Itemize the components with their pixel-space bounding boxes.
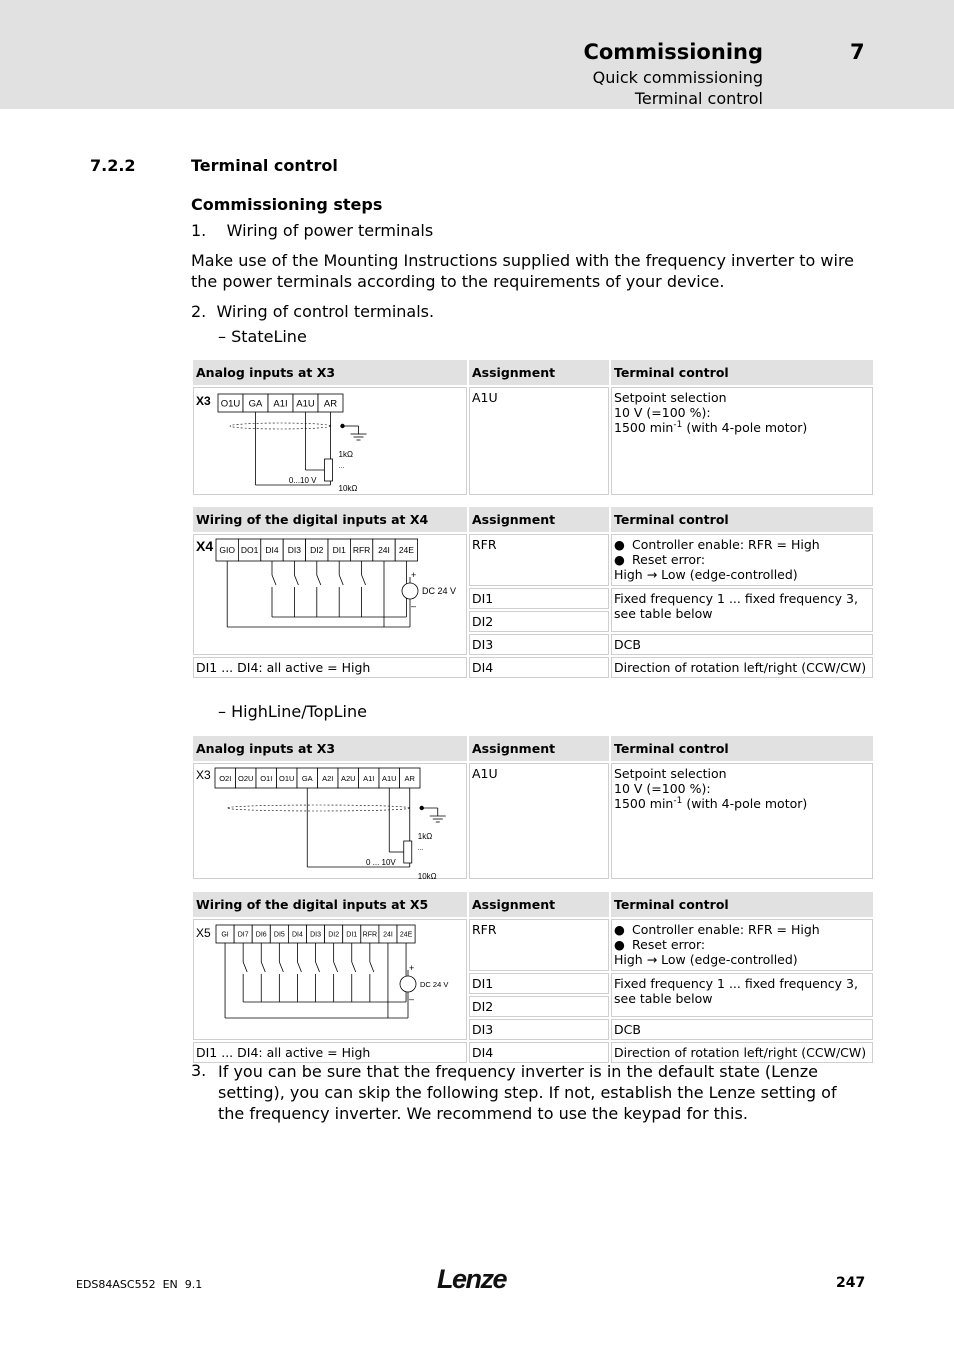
step-2: 2. Wiring of control terminals. bbox=[191, 302, 435, 321]
terminal-label: O1U bbox=[220, 398, 241, 410]
terminal-label: 24I bbox=[378, 545, 390, 556]
terminal-label: DI1 bbox=[332, 545, 346, 556]
cable-shield bbox=[230, 423, 331, 429]
terminal-label: DI3 bbox=[310, 931, 322, 939]
connector-label: X3 bbox=[196, 394, 211, 408]
control-line bbox=[614, 420, 870, 435]
terminal-control-cell: ● Controller enable: RFR = High ● Reset error: High → Low (edge-controlled) bbox=[611, 919, 873, 971]
switch bbox=[317, 575, 321, 585]
step-1: 1. Wiring of power terminals bbox=[191, 221, 434, 240]
table-row bbox=[193, 534, 873, 586]
cable-shield bbox=[227, 805, 410, 811]
terminal-label: DI6 bbox=[255, 931, 267, 939]
switch bbox=[352, 962, 356, 972]
assignment-cell: RFR bbox=[469, 919, 609, 971]
terminal-control-cell: DCB bbox=[611, 634, 873, 655]
page-header bbox=[0, 0, 954, 109]
terminal-label: RFR bbox=[352, 545, 371, 556]
switch bbox=[279, 962, 283, 972]
highline-digital-table bbox=[191, 890, 875, 1065]
logo-text: Lenze bbox=[437, 1264, 507, 1294]
table-row bbox=[193, 1042, 873, 1063]
table-row bbox=[193, 657, 873, 678]
switch bbox=[243, 962, 247, 972]
table-header: Assignment bbox=[469, 360, 609, 385]
assignment-cell: DI1 bbox=[469, 588, 609, 609]
highline-analog-table bbox=[191, 734, 875, 881]
switch bbox=[334, 962, 338, 972]
highline-x5-diagram-cell bbox=[193, 919, 467, 1040]
terminal-control-cell: Direction of rotation left/right (CCW/CW) bbox=[611, 1042, 873, 1063]
switch bbox=[261, 962, 265, 972]
assignment-cell: DI1 bbox=[469, 973, 609, 994]
chapter-title: Commissioning bbox=[583, 40, 763, 64]
subheading: Commissioning steps bbox=[191, 195, 383, 214]
page-number: 247 bbox=[836, 1275, 866, 1291]
assignment-cell: A1U bbox=[469, 763, 609, 879]
section-number: 7.2.2 bbox=[90, 156, 136, 175]
switch bbox=[297, 962, 301, 972]
switch bbox=[362, 575, 366, 585]
terminal-control-cell bbox=[611, 763, 873, 879]
terminal-label: A2U bbox=[340, 773, 356, 783]
assignment-cell: DI3 bbox=[469, 634, 609, 655]
voltage-range: 0...10 V bbox=[288, 476, 317, 485]
terminal-label: GA bbox=[301, 773, 313, 783]
table-header: Assignment bbox=[469, 736, 609, 761]
terminal-control-cell: ● Controller enable: RFR = High ● Reset error: High → Low (edge-controlled) bbox=[611, 534, 873, 586]
terminal-label: DI7 bbox=[237, 931, 249, 939]
footnote-cell: DI1 ... DI4: all active = High bbox=[193, 657, 467, 678]
speed-note: (with 4-pole motor) bbox=[682, 420, 808, 436]
control-line: High → Low (edge-controlled) bbox=[614, 567, 798, 582]
terminal-label: AR bbox=[323, 398, 338, 410]
resistor-separator: ... bbox=[338, 463, 345, 470]
control-line: Setpoint selection bbox=[614, 390, 727, 405]
speed-exponent: -1 bbox=[673, 796, 683, 806]
resistor-separator: ... bbox=[417, 845, 424, 852]
minus-sign: – bbox=[411, 601, 417, 611]
terminal-label: O1I bbox=[260, 773, 273, 783]
switch bbox=[339, 575, 343, 585]
terminal-control-cell: Direction of rotation left/right (CCW/CW) bbox=[611, 657, 873, 678]
control-line: High → Low (edge-controlled) bbox=[614, 952, 798, 967]
terminal-label: O2U bbox=[238, 773, 254, 783]
terminal-label: A1U bbox=[296, 398, 315, 410]
terminal-label: DI1 bbox=[346, 931, 358, 939]
terminal-label: O2I bbox=[219, 773, 232, 783]
table-header: Analog inputs at X3 bbox=[193, 360, 467, 385]
minus-sign: – bbox=[409, 994, 415, 1004]
terminal-label: DI2 bbox=[328, 931, 340, 939]
speed-value: 1500 min bbox=[614, 420, 674, 436]
stateline-digital-table bbox=[191, 505, 875, 680]
speed-note: (with 4-pole motor) bbox=[682, 796, 808, 812]
highline-x3-diagram-cell bbox=[193, 763, 467, 879]
paragraph-1: Make use of the Mounting Instructions supplied with the frequency inverter to wire the power terminals according to the requirements of your device. bbox=[191, 251, 855, 291]
document-id: EDS84ASC552 EN 9.1 bbox=[76, 1278, 203, 1291]
table-header: Terminal control bbox=[611, 507, 873, 532]
potentiometer bbox=[404, 841, 412, 863]
table-header: Wiring of the digital inputs at X5 bbox=[193, 892, 467, 917]
stateline-x4-wiring-diagram bbox=[194, 535, 462, 647]
stateline-x4-diagram-cell bbox=[193, 534, 467, 655]
resistor-value: 1kΩ bbox=[338, 450, 353, 459]
terminal-label: DI3 bbox=[287, 545, 302, 556]
step-3-text: If you can be sure that the frequency inverter is in the default state (Lenze setting), you can skip the following step. If not, establish the Lenze setting of the frequency inverter. We recommend to use the keypad for this. bbox=[218, 1062, 837, 1123]
terminal-label: DI4 bbox=[265, 545, 279, 556]
plus-sign: + bbox=[409, 963, 415, 973]
terminal-label: 24I bbox=[383, 931, 393, 939]
terminal-label: 24E bbox=[398, 545, 414, 556]
table-header: Analog inputs at X3 bbox=[193, 736, 467, 761]
table-header: Terminal control bbox=[611, 736, 873, 761]
speed-exponent: -1 bbox=[673, 420, 683, 430]
switch bbox=[316, 962, 320, 972]
bullet-text: Controller enable: RFR = High bbox=[632, 537, 820, 552]
header-subtitle-1: Quick commissioning bbox=[592, 68, 763, 87]
stateline-analog-table bbox=[191, 358, 875, 497]
terminal-label: A1U bbox=[381, 773, 397, 783]
terminal-control-cell: Fixed frequency 1 ... fixed frequency 3, see table below bbox=[611, 588, 873, 632]
switch bbox=[294, 575, 298, 585]
terminal-control-cell: DCB bbox=[611, 1019, 873, 1040]
table-header: Assignment bbox=[469, 507, 609, 532]
bullet-text: Reset error: bbox=[632, 552, 706, 567]
assignment-cell: DI2 bbox=[469, 611, 609, 632]
control-line bbox=[614, 796, 870, 811]
terminal-label: 24E bbox=[399, 931, 413, 939]
supply-voltage: DC 24 V bbox=[422, 586, 457, 596]
assignment-cell: RFR bbox=[469, 534, 609, 586]
assignment-cell: DI4 bbox=[469, 657, 609, 678]
dc-supply bbox=[400, 976, 416, 992]
terminal-label: GI bbox=[221, 931, 229, 939]
table-header: Assignment bbox=[469, 892, 609, 917]
control-line: 10 V (=100 %): bbox=[614, 405, 711, 420]
dc-supply bbox=[402, 583, 418, 599]
assignment-cell: A1U bbox=[469, 387, 609, 495]
footnote-cell: DI1 ... DI4: all active = High bbox=[193, 1042, 467, 1063]
table-header: Terminal control bbox=[611, 360, 873, 385]
bullet-text: Controller enable: RFR = High bbox=[632, 922, 820, 937]
potentiometer bbox=[325, 459, 333, 481]
header-subtitle-2: Terminal control bbox=[634, 89, 763, 108]
terminal-label: AR bbox=[404, 773, 415, 783]
connector-label: X5 bbox=[196, 926, 211, 940]
plus-sign: + bbox=[411, 570, 417, 580]
step-3-number: 3. bbox=[191, 1061, 207, 1080]
stateline-heading: – StateLine bbox=[218, 327, 307, 346]
terminal-control-cell bbox=[611, 387, 873, 495]
table-header: Terminal control bbox=[611, 892, 873, 917]
highline-x3-wiring-diagram bbox=[194, 764, 462, 881]
connector-label: X3 bbox=[196, 768, 211, 782]
control-line: Setpoint selection bbox=[614, 766, 727, 781]
highline-heading: – HighLine/TopLine bbox=[218, 702, 367, 721]
terminal-label: DO1 bbox=[240, 545, 259, 556]
highline-x5-wiring-diagram bbox=[194, 920, 462, 1032]
lenze-logo bbox=[437, 1262, 517, 1298]
table-header: Wiring of the digital inputs at X4 bbox=[193, 507, 467, 532]
bullet-text: Reset error: bbox=[632, 937, 706, 952]
stateline-x3-diagram-cell bbox=[193, 387, 467, 495]
resistor-value: 1kΩ bbox=[417, 832, 433, 841]
assignment-cell: DI4 bbox=[469, 1042, 609, 1063]
switch bbox=[272, 575, 276, 585]
assignment-cell: DI3 bbox=[469, 1019, 609, 1040]
terminal-label: DI2 bbox=[310, 545, 324, 556]
assignment-cell: DI2 bbox=[469, 996, 609, 1017]
terminal-label: O1U bbox=[279, 773, 295, 783]
control-line: 10 V (=100 %): bbox=[614, 781, 711, 796]
resistor-value: 10kΩ bbox=[338, 484, 358, 493]
terminal-label: GA bbox=[248, 398, 263, 410]
voltage-range: 0 ... 10V bbox=[365, 858, 396, 867]
terminal-label: A1I bbox=[363, 773, 375, 783]
connector-label: X4 bbox=[196, 538, 214, 554]
terminal-label: DI5 bbox=[273, 931, 285, 939]
terminal-label: A2I bbox=[322, 773, 334, 783]
terminal-label: GIO bbox=[219, 545, 235, 556]
table-row bbox=[193, 919, 873, 971]
terminal-label: A1I bbox=[273, 398, 288, 410]
resistor-value: 10kΩ bbox=[417, 872, 437, 881]
terminal-label: RFR bbox=[362, 931, 378, 939]
terminal-label: DI4 bbox=[291, 931, 303, 939]
section-title: Terminal control bbox=[191, 156, 338, 175]
switch bbox=[370, 962, 374, 972]
speed-value: 1500 min bbox=[614, 796, 674, 812]
supply-voltage: DC 24 V bbox=[420, 980, 449, 989]
terminal-control-cell: Fixed frequency 1 ... fixed frequency 3, see table below bbox=[611, 973, 873, 1017]
stateline-x3-wiring-diagram bbox=[194, 388, 462, 491]
chapter-number: 7 bbox=[850, 40, 865, 64]
